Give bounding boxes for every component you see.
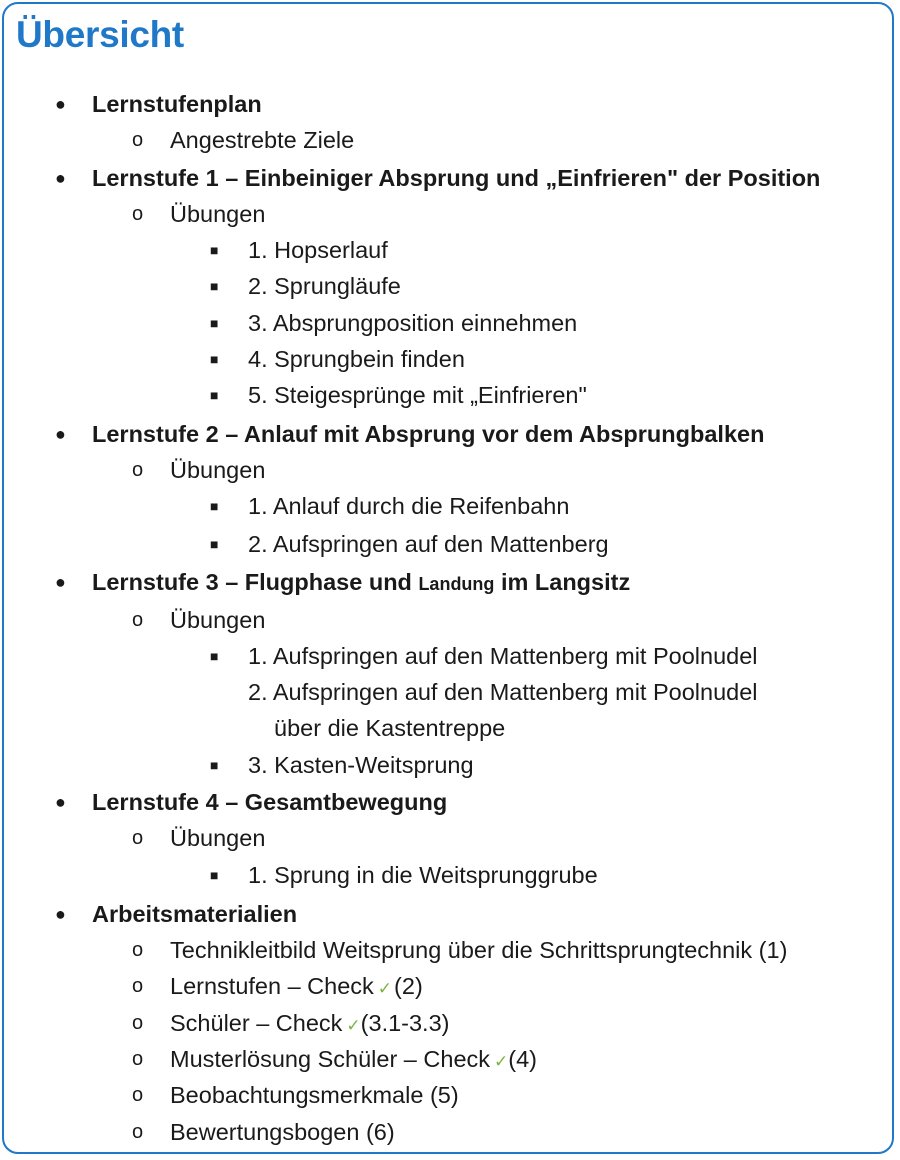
bullet-level3: ■: [210, 757, 219, 773]
item-ls1-exercise-5: 5. Steigesprünge mit „Einfrieren": [248, 382, 587, 408]
item-ls2-exercise-1: 1. Anlauf durch die Reifenbahn: [248, 493, 570, 519]
item-material-6: Bewertungsbogen (6): [170, 1119, 395, 1145]
material-3-text: Schüler – Check: [170, 1010, 343, 1036]
bullet-level2: o: [132, 975, 144, 997]
bullet-level3: ■: [210, 498, 219, 514]
item-material-1: Technikleitbild Weitsprung über die Schrittsprungtechnik (1): [170, 937, 788, 963]
check-icon: ✓: [377, 979, 393, 998]
item-lernstufenplan: Lernstufenplan: [92, 91, 262, 117]
item-lernstufe-4: Lernstufe 4 – Gesamtbewegung: [92, 789, 448, 815]
bullet-level1: ●: [55, 792, 66, 812]
item-arbeitsmaterialien: Arbeitsmaterialien: [92, 901, 298, 927]
material-2-text: Lernstufen – Check: [170, 973, 374, 999]
item-material-4: [170, 1041, 537, 1077]
item-lernstufe-1: Lernstufe 1 – Einbeiniger Absprung und „Einfrieren" der Position: [92, 165, 821, 191]
check-icon: ✓: [346, 1016, 361, 1035]
bullet-level1: ●: [55, 904, 66, 924]
bullet-level3: ■: [210, 315, 219, 331]
bullet-level3: ■: [210, 242, 219, 258]
bullet-level3: ■: [210, 536, 219, 552]
ls3-title-part3: im Langsitz: [494, 569, 631, 595]
material-4-text: Musterlösung Schüler – Check: [170, 1046, 491, 1072]
bullet-level2: o: [132, 1121, 144, 1143]
item-ls3-exercise-2-continued: über die Kastentreppe: [274, 715, 506, 741]
material-4-number: (4): [508, 1046, 537, 1072]
item-material-3: [170, 1005, 450, 1041]
bullet-level2: o: [132, 203, 144, 225]
item-material-5: Beobachtungsmerkmale (5): [170, 1082, 459, 1108]
bullet-level3: ■: [210, 387, 219, 403]
bullet-level2: o: [132, 827, 144, 849]
bullet-level1: ●: [55, 424, 66, 444]
bullet-level2: o: [132, 939, 144, 961]
item-ls3-exercise-2: 2. Aufspringen auf den Mattenberg mit Poolnudel: [248, 679, 758, 705]
bullet-level1: ●: [55, 168, 66, 188]
item-material-2: [170, 968, 423, 1004]
item-ls3-exercise-3: 3. Kasten-Weitsprung: [248, 752, 474, 778]
bullet-level1: ●: [55, 94, 66, 114]
item-ls4-uebungen: Übungen: [170, 825, 266, 851]
bullet-level2: o: [132, 1084, 144, 1106]
bullet-level2: o: [132, 1012, 144, 1034]
item-ls2-exercise-2: 2. Aufspringen auf den Mattenberg: [248, 531, 609, 557]
item-ls3-exercise-1: 1. Aufspringen auf den Mattenberg mit Poolnudel: [248, 643, 758, 669]
item-ls1-uebungen: Übungen: [170, 201, 266, 227]
item-ls1-exercise-4: 4. Sprungbein finden: [248, 346, 465, 372]
item-angestrebte-ziele: Angestrebte Ziele: [170, 127, 355, 153]
bullet-level3: ■: [210, 351, 219, 367]
bullet-level1: ●: [55, 572, 66, 592]
item-ls2-uebungen: Übungen: [170, 457, 266, 483]
material-3-number: (3.1-3.3): [360, 1010, 450, 1036]
ls3-title-part2: Landung: [418, 574, 495, 594]
item-lernstufe-2: Lernstufe 2 – Anlauf mit Absprung vor dem Absprungbalken: [92, 421, 765, 447]
item-lernstufe-3: [92, 564, 630, 600]
bullet-level3: ■: [210, 278, 219, 294]
bullet-level3: ■: [210, 867, 219, 883]
bullet-level2: o: [132, 459, 144, 481]
bullet-level2: o: [132, 609, 144, 631]
bullet-level2: o: [132, 129, 144, 151]
ls3-title-part1: Lernstufe 3 – Flugphase und: [92, 569, 419, 595]
material-2-number: (2): [394, 973, 423, 999]
item-ls4-exercise-1: 1. Sprung in die Weitsprunggrube: [248, 862, 598, 888]
bullet-level2: o: [132, 1048, 144, 1070]
page-title: Übersicht: [16, 14, 184, 55]
item-ls1-exercise-2: 2. Sprungläufe: [248, 273, 401, 299]
item-ls1-exercise-1: 1. Hopserlauf: [248, 237, 388, 263]
item-ls3-uebungen: Übungen: [170, 607, 266, 633]
check-icon: ✓: [494, 1052, 509, 1071]
item-ls1-exercise-3: 3. Absprungposition einnehmen: [248, 310, 578, 336]
bullet-level3: ■: [210, 648, 219, 664]
